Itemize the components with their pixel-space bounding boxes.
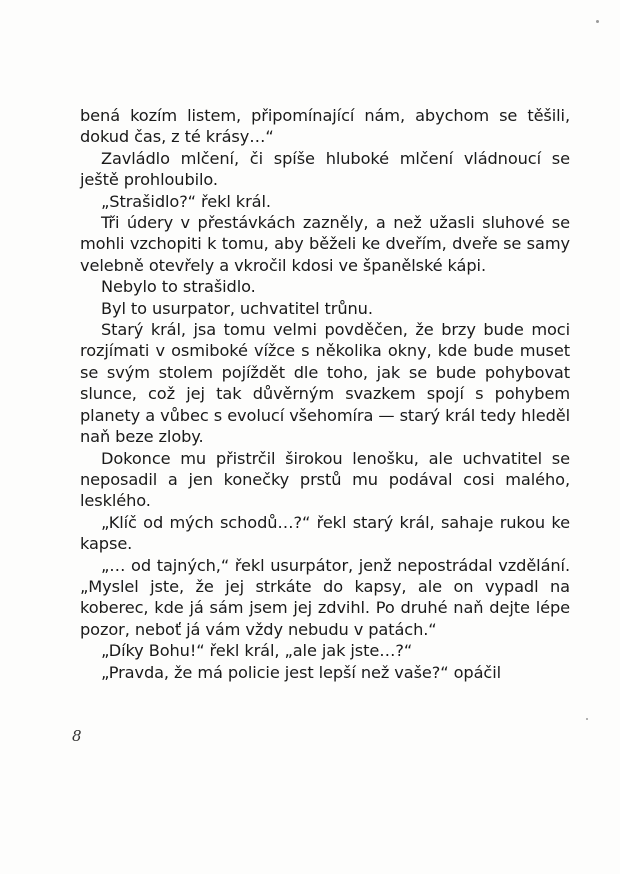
paragraph-8: Dokonce mu přistrčil širokou lenošku, ale uchvatitel se neposadil a jen konečky prstů mu podával cosi malého, lesklého.: [80, 448, 570, 511]
paragraph-2: Zavládlo mlčení, či spíše hluboké mlčení vládnoucí se ještě prohloubilo.: [80, 148, 570, 190]
paragraph-6: Byl to usurpator, uchvatitel trůnu.: [101, 298, 373, 318]
page-text: [80, 105, 570, 683]
paragraph-12: „Pravda, že má policie jest lepší než vaše?“ opáčil: [101, 662, 501, 682]
paper-speck: [586, 718, 588, 720]
paragraph-3: „Strašidlo?“ řekl král.: [101, 191, 271, 211]
page-number: 8: [72, 727, 82, 745]
paragraph-9: „Klíč od mých schodů…?“ řekl starý král, sahaje rukou ke kapse.: [80, 512, 570, 554]
paragraph-4: Tři údery v přestávkách zazněly, a než užasli sluhové se mohli vzchopiti k tomu, aby běželi ke dveřím, dveře se samy velebně otevřely a vkročil kdosi ve španělské kápi.: [80, 213, 570, 275]
paragraph-10: „… od tajných,“ řekl usurpátor, jenž nepostrádal vzdělání. „Myslel jste, že jej strkáte do kapsy, ale on vypadl na koberec, kde já sám jsem jej zdvihl. Po druhé naň dejte lépe pozor, neboť já vám vždy nebudu v patách.“: [80, 555, 570, 639]
paragraph-11: „Díky Bohu!“ řekl král, „ale jak jste…?“: [101, 641, 413, 661]
paper-speck: [596, 20, 599, 23]
paragraph-1: bená kozím listem, připomínající nám, abychom se těšili, dokud čas, z té krásy…“: [80, 106, 570, 147]
paragraph-7: Starý král, jsa tomu velmi povděčen, že brzy bude moci rozjímati v osmiboké vížce s několika okny, kde bude muset se svým stolem pojíždět dle toho, jak se bude pohybovat slunce, což jej tak důvěrným svazkem spojí s pohybem planety a vůbec s evolucí všehomíra — starý král tedy hleděl naň beze zloby.: [80, 320, 570, 447]
paragraph-5: Nebylo to strašidlo.: [101, 277, 256, 297]
